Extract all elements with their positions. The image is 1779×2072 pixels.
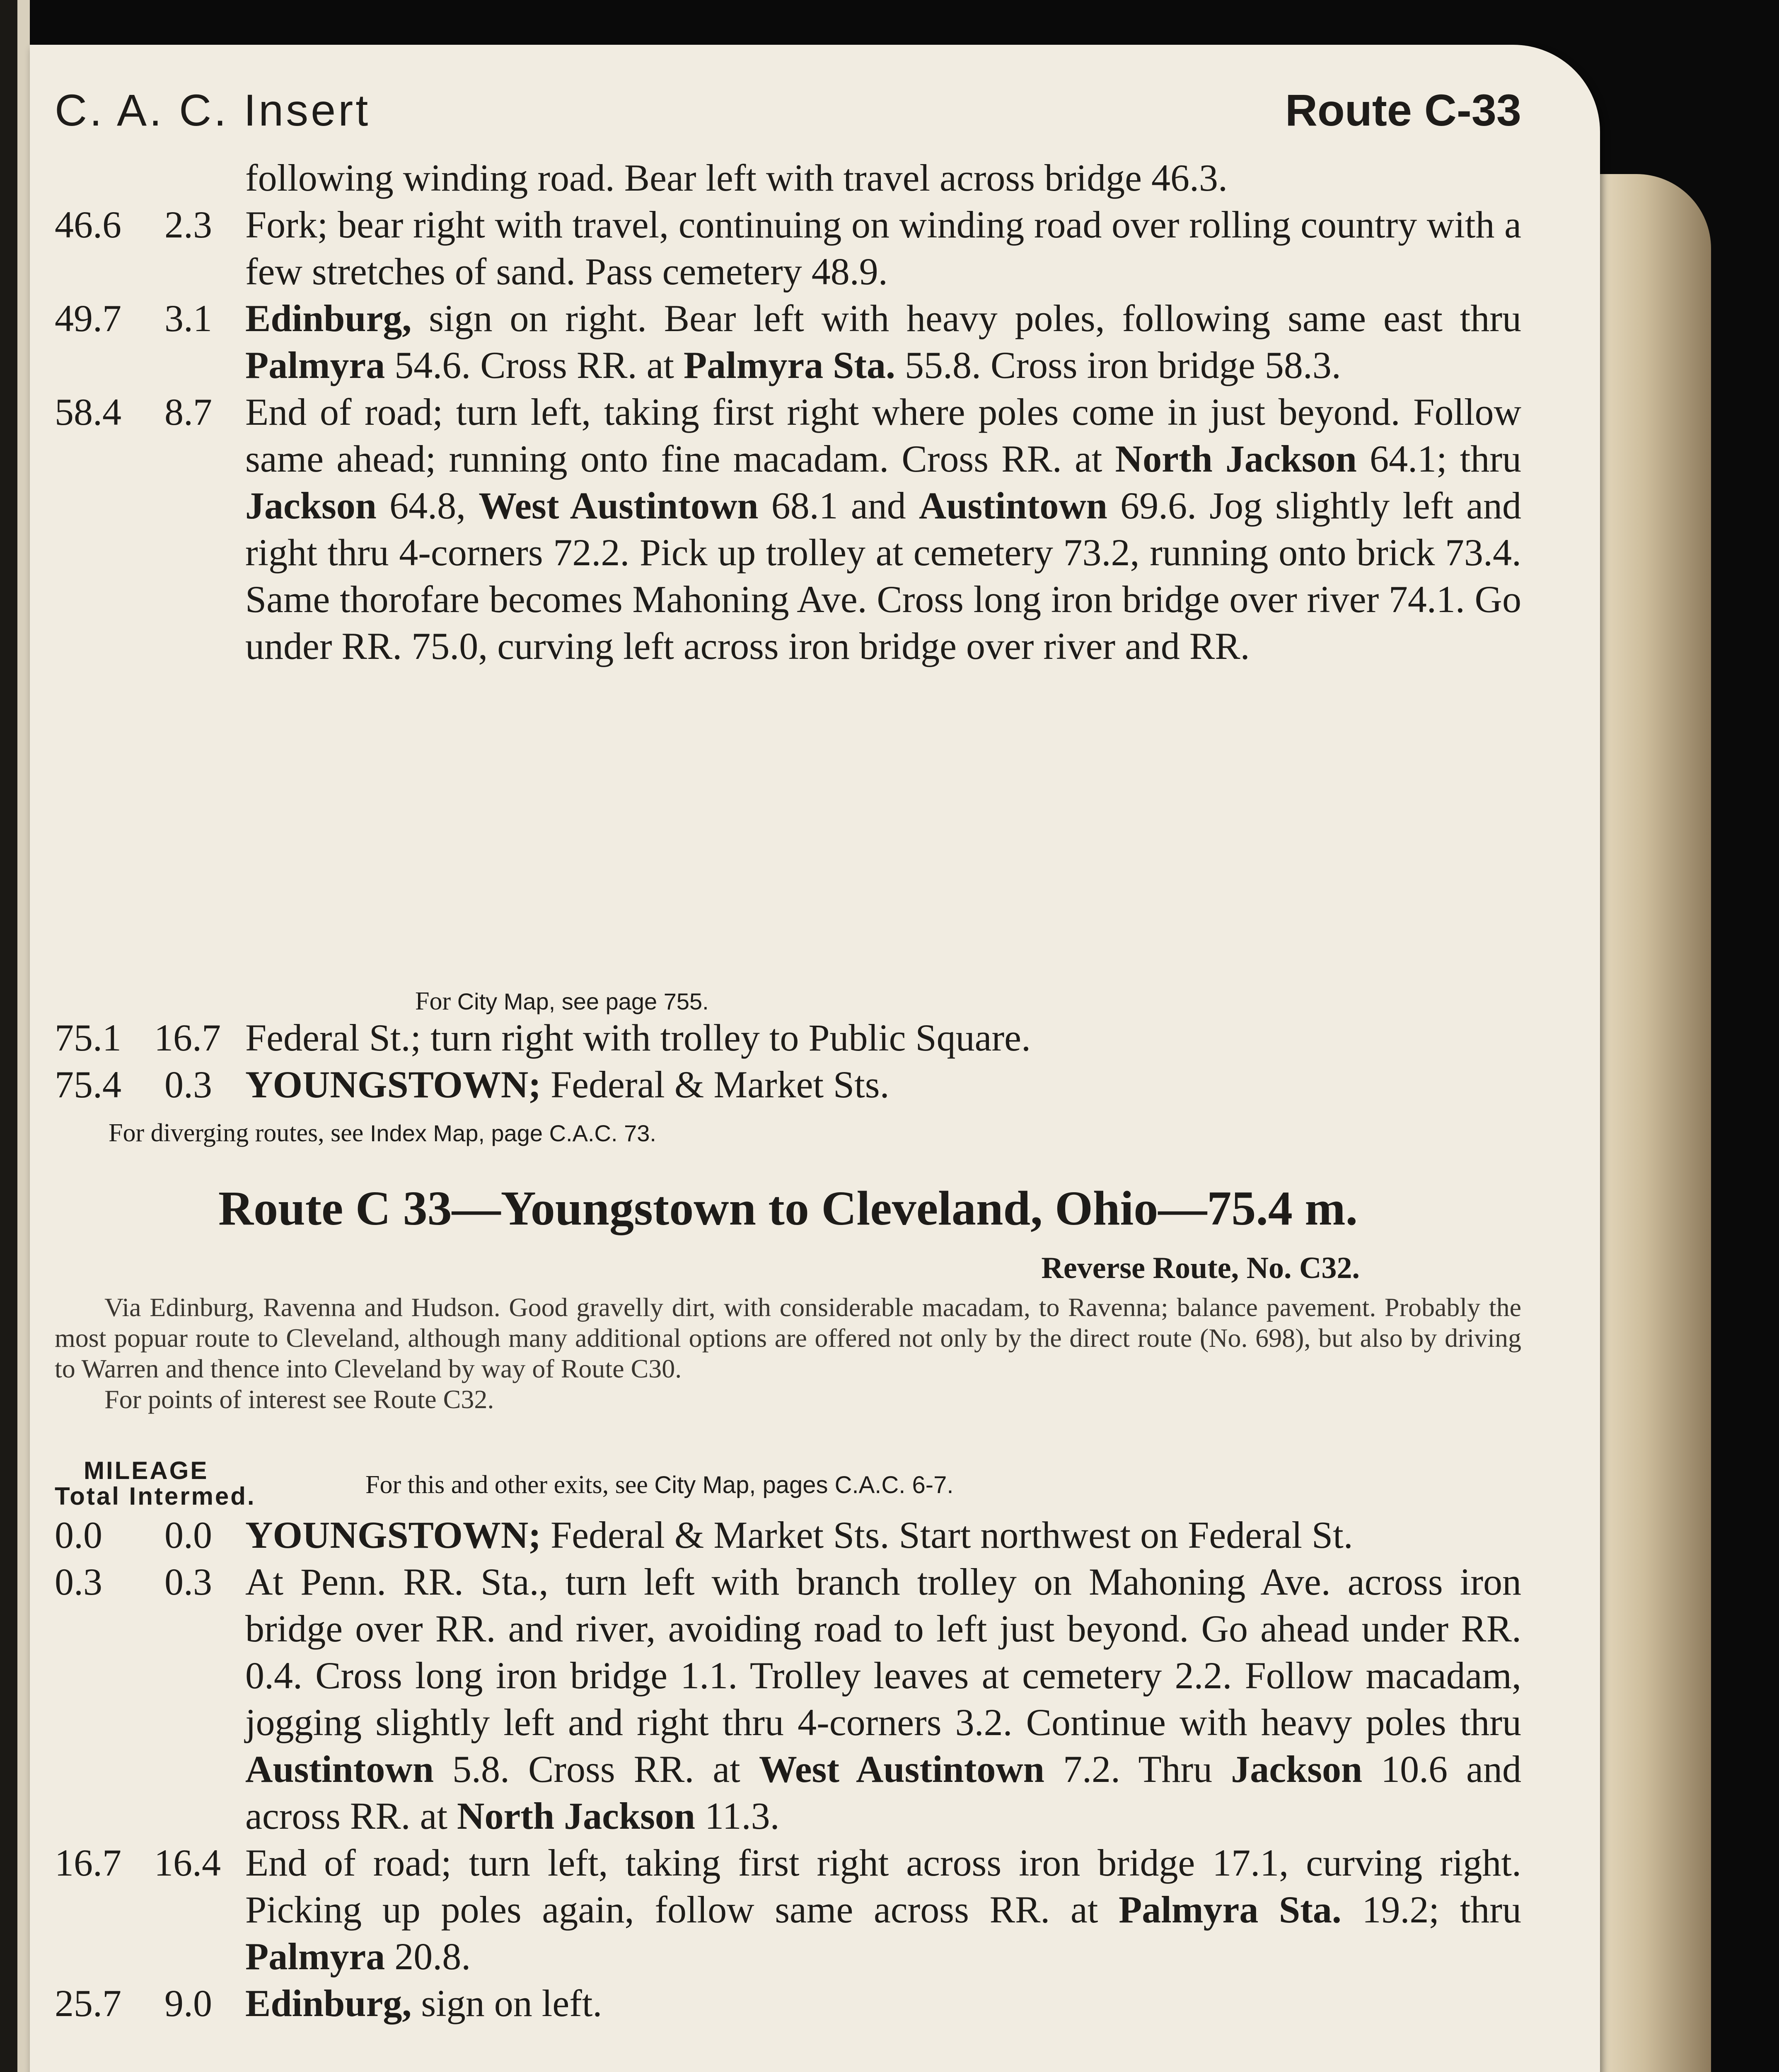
mileage-intermediate: 0.3 (164, 1561, 212, 1603)
mileage-intermediate: 2.3 (164, 203, 212, 246)
route-entry (55, 1014, 1521, 1061)
route-entry (55, 1840, 1521, 1980)
mileage-total: 46.6 (55, 203, 121, 246)
exits-note: For this and other exits, see City Map, pages C.A.C. 6-7. (365, 1471, 954, 1499)
route-entry (55, 1061, 1521, 1108)
mileage-total: 25.7 (55, 1982, 121, 2024)
mileage-total: 75.4 (55, 1063, 121, 1106)
direction-text: Fork; bear right with travel, continuing on winding road over rolling country with a few stretches of sand. Pass cemetery 48.9. (245, 203, 1521, 293)
route-entry (55, 201, 1521, 295)
mileage-intermediate: 0.3 (164, 1063, 212, 1106)
diverging-routes-note: For diverging routes, see Index Map, page C.A.C. 73. (109, 1119, 656, 1147)
mileage-total: 0.0 (55, 1514, 102, 1556)
reverse-route: Reverse Route, No. C32. (1041, 1251, 1360, 1285)
direction-text: YOUNGSTOWN; Federal & Market Sts. (245, 1063, 890, 1106)
mileage-intermediate: 8.7 (164, 391, 212, 433)
book-page (30, 45, 1600, 2072)
book-spine-shadow (0, 0, 17, 2072)
running-header (55, 84, 1521, 146)
mileage-intermediate: 9.0 (164, 1982, 212, 2024)
direction-text: following winding road. Bear left with travel across bridge 46.3. (245, 157, 1228, 199)
mileage-total: 49.7 (55, 297, 121, 339)
mileage-intermediate: 16.4 (154, 1842, 221, 1884)
mileage-total: 75.1 (55, 1017, 121, 1059)
route-entry (55, 1980, 1521, 2027)
direction-text: YOUNGSTOWN; Federal & Market Sts. Start northwest on Federal St. (245, 1514, 1353, 1556)
mileage-intermediate: 16.7 (154, 1017, 221, 1059)
route-description: Via Edinburg, Ravenna and Hudson. Good gravelly dirt, with considerable macadam, to Ravenna; balance pavement. Probably the most popuar route to Cleveland, although many additional options are offered not only by the direct route (No. 698), but also by driving to Warren and thence into Cleveland by way of Route C30. For points of interest see Route C32. (55, 1293, 1521, 1414)
mileage-intermediate: 3.1 (164, 297, 212, 339)
route-entry (55, 389, 1521, 670)
direction-text: Federal St.; turn right with trolley to Public Square. (245, 1017, 1031, 1059)
previous-page-edge (17, 0, 30, 2072)
header-left: C. A. C. Insert (55, 85, 371, 135)
header-right: Route C-33 (1285, 85, 1521, 135)
direction-text: Edinburg, sign on left. (245, 1982, 602, 2024)
city-map-note: For City Map, see page 755. (415, 987, 709, 1015)
route-entry (55, 295, 1521, 389)
route-entry (55, 155, 1521, 201)
route-c33-arrival-section (55, 1014, 1521, 1108)
direction-text: At Penn. RR. Sta., turn left with branch trolley on Mahoning Ave. across iron bridge over RR. and river, avoiding road to left just beyond. Go ahead under RR. 0.4. Cross long iron bridge 1.1. Trolley leaves at cemetery 2.2. Follow macadam, jogging slightly left and right thru 4-corners 3.2. Continue with heavy poles thru Austintown 5.8. Cross RR. at West Austintown 7.2. Thru Jackson 10.6 and across RR. at North Jackson 11.3. (245, 1561, 1522, 1837)
mileage-total: 16.7 (55, 1842, 121, 1884)
route-entry (55, 1512, 1521, 1559)
points-of-interest: For points of interest see Route C32. (104, 1385, 494, 1414)
direction-text: End of road; turn left, taking first right where poles come in just beyond. Follow same ahead; running onto fine macadam. Cross RR. at North Jackson 64.1; thru Jackson 64.8, West Austintown 68.1 and Austintown 69.6. Jog slightly left and right thru 4-corners 72.2. Pick up trolley at cemetery 73.2, running onto brick 73.4. Same thorofare becomes Mahoning Ave. Cross long iron bridge over river 74.1. Go under RR. 75.0, curving left across iron bridge over river and RR. (245, 391, 1521, 667)
mileage-intermediate: 0.0 (164, 1514, 212, 1556)
route-title: Route C 33—Youngstown to Cleveland, Ohio—75.4 m. (218, 1181, 1358, 1235)
direction-text: Edinburg, sign on right. Bear left with heavy poles, following same east thru Palmyra 54.6. Cross RR. at Palmyra Sta. 55.8. Cross iron bridge 58.3. (245, 297, 1521, 386)
mileage-total: 0.3 (55, 1561, 102, 1603)
route-c33-directions (55, 1512, 1521, 2027)
route-c33-top-section (55, 155, 1521, 670)
direction-text: End of road; turn left, taking first right across iron bridge 17.1, curving right. Picking up poles again, follow same across RR. at Palmyra Sta. 19.2; thru Palmyra 20.8. (245, 1842, 1521, 1978)
route-entry (55, 1559, 1521, 1840)
mileage-header: MILEAGE Total Intermed. (55, 1457, 256, 1510)
mileage-total: 58.4 (55, 391, 121, 433)
